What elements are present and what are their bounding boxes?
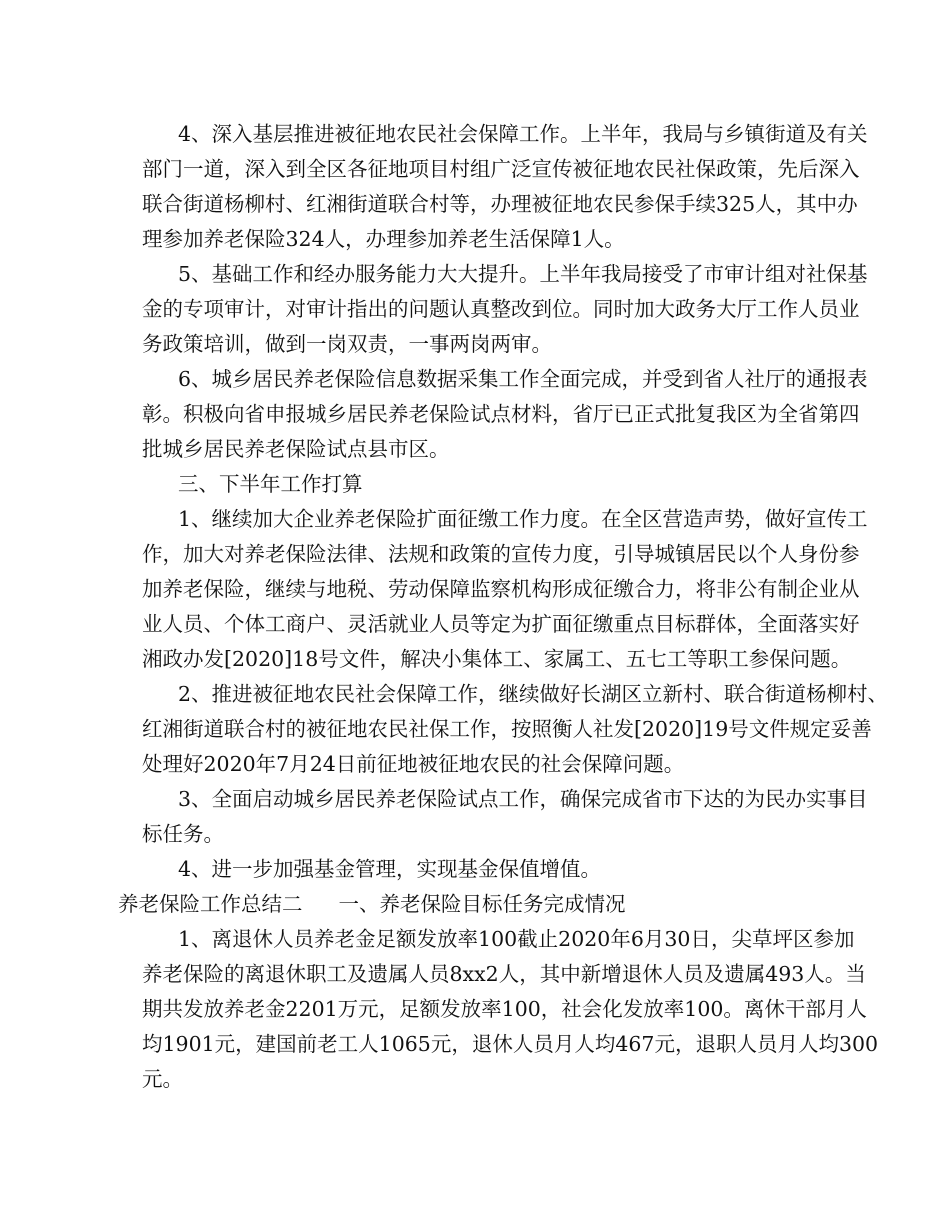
text-line: 红湘街道联合村的被征地农民社保工作，按照衡人社发[2020]19号文件规定妥善 <box>142 717 872 741</box>
text-line: 元。 <box>142 1067 183 1091</box>
text-line: 务政策培训，做到一岗双责，一事两岗两审。 <box>142 332 552 356</box>
text-line: 均1901元，建国前老工人1065元，退休人员月人均467元，退职人员月人均300 <box>142 1032 879 1056</box>
text-line: 湘政办发[2020]18号文件，解决小集体工、家属工、五七工等职工参保问题。 <box>142 647 852 671</box>
text-line: 作，加大对养老保险法律、法规和政策的宣传力度，引导城镇居民以个人身份参 <box>142 542 860 566</box>
text-line: 5、基础工作和经办服务能力大大提升。上半年我局接受了市审计组对社保基 <box>178 262 868 286</box>
text-line: 6、城乡居民养老保险信息数据采集工作全面完成，并受到省人社厅的通报表 <box>178 367 868 391</box>
text-line: 处理好2020年7月24日前征地被征地农民的社会保障问题。 <box>142 752 685 776</box>
text-line: 4、深入基层推进被征地农民社会保障工作。上半年，我局与乡镇街道及有关 <box>178 122 868 146</box>
text-line: 批城乡居民养老保险试点县市区。 <box>142 437 450 461</box>
text-line: 金的专项审计，对审计指出的问题认真整改到位。同时加大政务大厅工作人员业 <box>142 297 860 321</box>
section-heading: 一、养老保险目标任务完成情况 <box>338 892 626 916</box>
text-line: 4、进一步加强基金管理，实现基金保值增值。 <box>178 857 602 881</box>
text-line: 2、推进被征地农民社会保障工作，继续做好长湖区立新村、联合街道杨柳村、 <box>178 682 889 706</box>
section-title: 养老保险工作总结二 <box>118 892 303 916</box>
text-line: 部门一道，深入到全区各征地项目村组广泛宣传被征地农民社保政策，先后深入 <box>142 157 860 181</box>
text-line: 1、离退休人员养老金足额发放率100截止2020年6月30日，尖草坪区参加 <box>178 927 855 951</box>
text-line: 期共发放养老金2201万元，足额发放率100，社会化发放率100。离休干部月人 <box>142 997 867 1021</box>
section-title-line <box>118 894 626 915</box>
text-line: 1、继续加大企业养老保险扩面征缴工作力度。在全区营造声势，做好宣传工 <box>178 507 868 531</box>
text-line: 加养老保险，继续与地税、劳动保障监察机构形成征缴合力，将非公有制企业从 <box>142 577 860 601</box>
text-line: 理参加养老保险324人，办理参加养老生活保障1人。 <box>142 227 625 251</box>
text-line: 3、全面启动城乡居民养老保险试点工作，确保完成省市下达的为民办实事目 <box>178 787 868 811</box>
text-line: 标任务。 <box>142 822 224 846</box>
text-line: 养老保险的离退休职工及遗属人员8xx2人，其中新增退休人员及遗属493人。当 <box>142 962 866 986</box>
text-line: 业人员、个体工商户、灵活就业人员等定为扩面征缴重点目标群体，全面落实好 <box>142 612 860 636</box>
text-line: 联合街道杨柳村、红湘街道联合村等，办理被征地农民参保手续325人，其中办 <box>142 192 858 216</box>
text-line: 彰。积极向省申报城乡居民养老保险试点材料，省厅已正式批复我区为全省第四 <box>142 402 860 426</box>
section-heading: 三、下半年工作打算 <box>178 472 363 496</box>
